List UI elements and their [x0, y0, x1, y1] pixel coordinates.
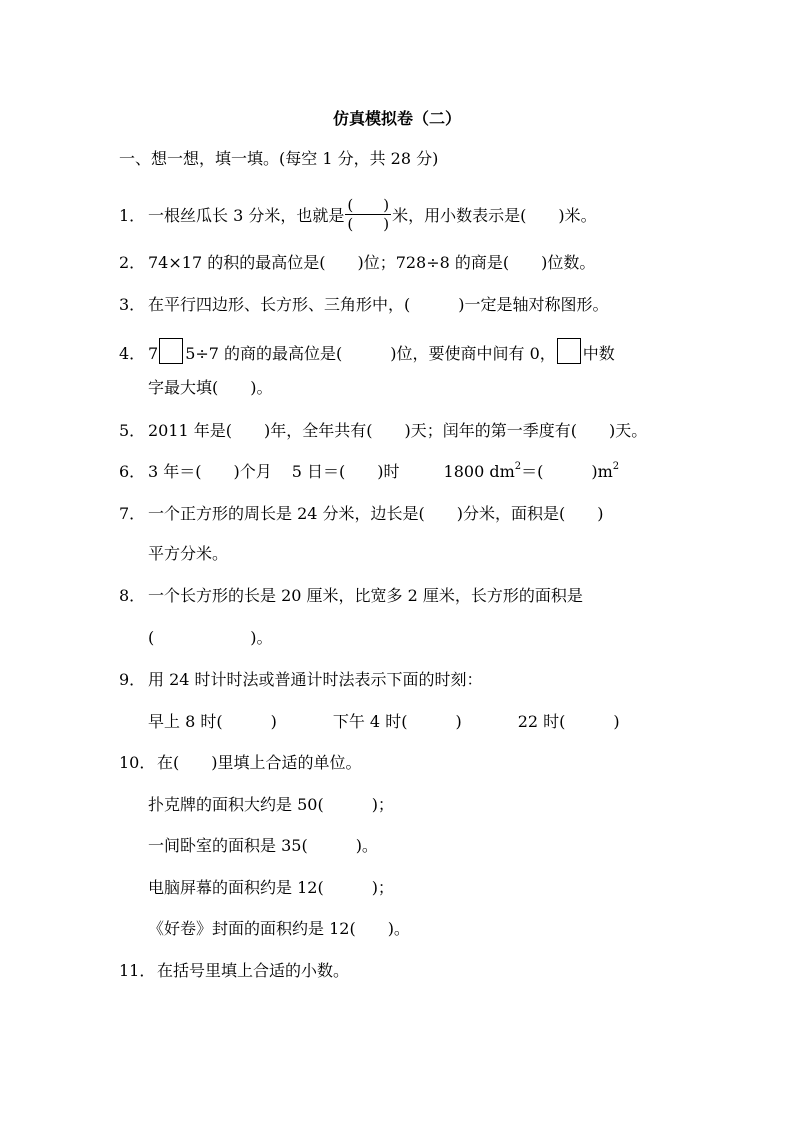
question-text: 一个长方形的长是 20 厘米，比宽多 2 厘米，长方形的面积是 [148, 586, 583, 605]
question-10 [119, 752, 362, 774]
digit-box [159, 338, 183, 364]
question-text: 5÷7 的商的最高位是( )位，要使商中间有 0， [185, 344, 556, 363]
question-text: 在平行四边形、长方形、三角形中，( )一定是轴对称图形。 [148, 295, 609, 314]
time-item-22: 22 时( ) [517, 712, 620, 731]
question-number: 2． [119, 253, 146, 272]
question-number: 4． [119, 344, 146, 363]
question-10-line-4: 《好卷》封面的面积约是 12( )。 [148, 919, 410, 938]
question-10-line-2: 一间卧室的面积是 35( )。 [148, 836, 378, 855]
question-8 [119, 585, 583, 607]
fraction-denominator: ( ) [347, 215, 390, 233]
fraction-blank [345, 196, 391, 233]
conversion-days: 5 日＝( )时 [291, 462, 400, 481]
question-4-continued: 字最大填( )。 [148, 378, 273, 397]
question-8-continued: ( )。 [148, 628, 273, 647]
question-text: 在括号里填上合适的小数。 [157, 961, 350, 980]
question-number: 3． [119, 295, 146, 314]
question-7 [119, 503, 604, 525]
question-text: 74×17 的积的最高位是( )位；728÷8 的商是( )位数。 [148, 253, 596, 272]
question-text: 在( )里填上合适的单位。 [157, 753, 362, 772]
question-text: 2011 年是( )年，全年共有( )天；闰年的第一季度有( )天。 [148, 421, 648, 440]
time-item-morning: 早上 8 时( ) [148, 712, 277, 731]
question-2 [119, 252, 595, 274]
question-text: 中数 [582, 344, 615, 363]
question-text: 一根丝瓜长 3 分米，也就是 [148, 206, 345, 225]
question-10-line-1: 扑克牌的面积大约是 50( )； [148, 795, 394, 814]
area-value: 1800 dm [443, 462, 515, 481]
question-7-continued: 平方分米。 [148, 544, 229, 563]
question-text: 一个正方形的周长是 24 分米，边长是( )分米，面积是( ) [148, 504, 604, 523]
question-9 [119, 669, 483, 691]
question-number: 9． [119, 670, 146, 689]
question-3 [119, 294, 609, 316]
question-text: 用 24 时计时法或普通计时法表示下面的时刻： [148, 670, 483, 689]
time-item-afternoon: 下午 4 时( ) [332, 712, 462, 731]
question-number: 10． [119, 753, 156, 772]
question-text: 米，用小数表示是( )米。 [392, 206, 597, 225]
question-number: 11． [119, 961, 156, 980]
question-number: 1． [119, 206, 146, 225]
conversion-area [444, 462, 620, 481]
question-1 [119, 198, 597, 235]
area-blank: ＝( )m [521, 462, 613, 481]
section-heading: 一、想一想，填一填。(每空 1 分，共 28 分) [119, 149, 439, 168]
conversion-years: 3 年＝( )个月 [148, 462, 272, 481]
page-title: 仿真模拟卷（二） [332, 109, 461, 128]
question-number: 7． [119, 504, 146, 523]
question-text: 7 [148, 344, 159, 363]
question-4 [119, 338, 615, 365]
question-5 [119, 420, 647, 442]
question-11 [119, 960, 349, 982]
digit-box [557, 338, 581, 364]
fraction-numerator: ( ) [347, 196, 390, 214]
question-number: 6． [119, 462, 146, 481]
question-6 [119, 461, 619, 483]
area-exponent: 2 [612, 460, 620, 472]
question-9-items [148, 711, 620, 733]
question-10-line-3: 电脑屏幕的面积约是 12( )； [148, 878, 394, 897]
question-number: 5． [119, 421, 146, 440]
question-number: 8． [119, 586, 146, 605]
area-exponent: 2 [514, 460, 522, 472]
